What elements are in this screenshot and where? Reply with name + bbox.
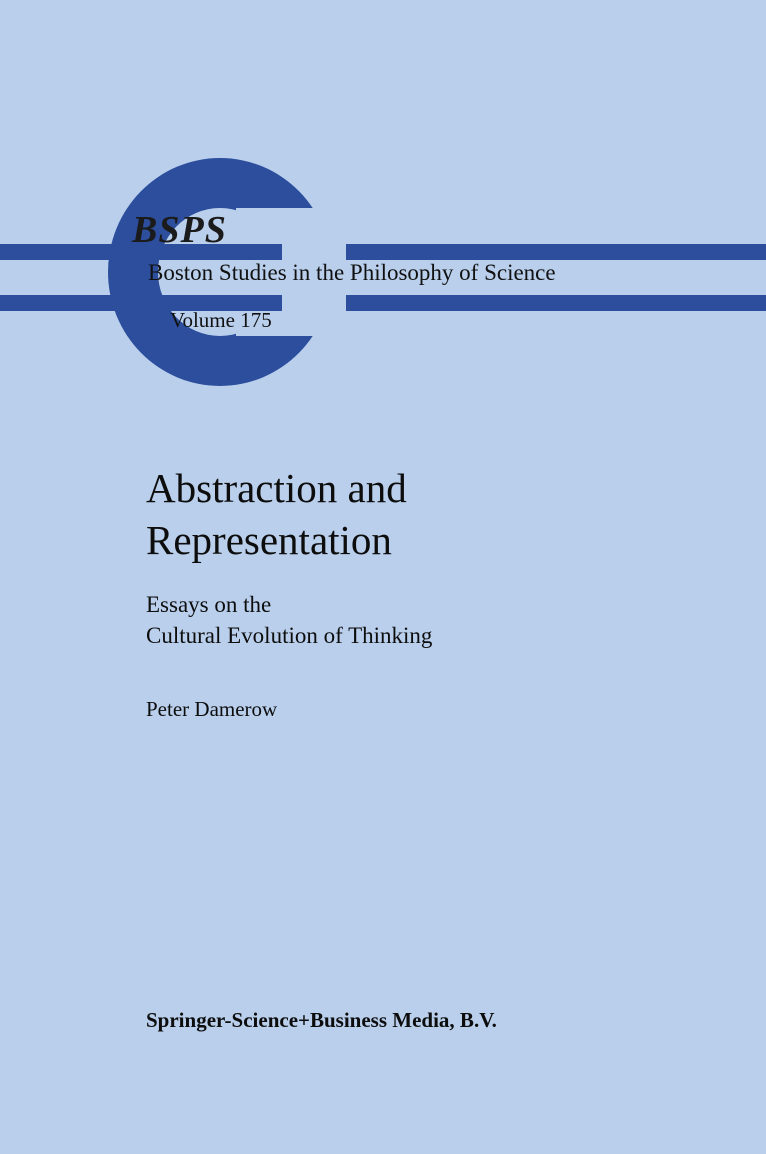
- series-title: Boston Studies in the Philosophy of Science: [148, 260, 556, 285]
- series-logo-band: [0, 148, 766, 396]
- book-subtitle-line-1: Essays on the: [146, 591, 272, 617]
- publisher-name: Springer-Science+Business Media, B.V.: [146, 1008, 497, 1032]
- series-acronym: BSPS: [132, 209, 227, 251]
- book-author: Peter Damerow: [146, 697, 278, 722]
- book-subtitle-line-2: Cultural Evolution of Thinking: [146, 622, 433, 648]
- book-title-line-2: Representation: [146, 517, 392, 564]
- volume-label: Volume 175: [170, 308, 272, 332]
- book-subtitle: [146, 589, 706, 651]
- book-title-line-1: Abstraction and: [146, 465, 407, 511]
- title-block: [146, 462, 706, 722]
- page-title: [146, 462, 706, 567]
